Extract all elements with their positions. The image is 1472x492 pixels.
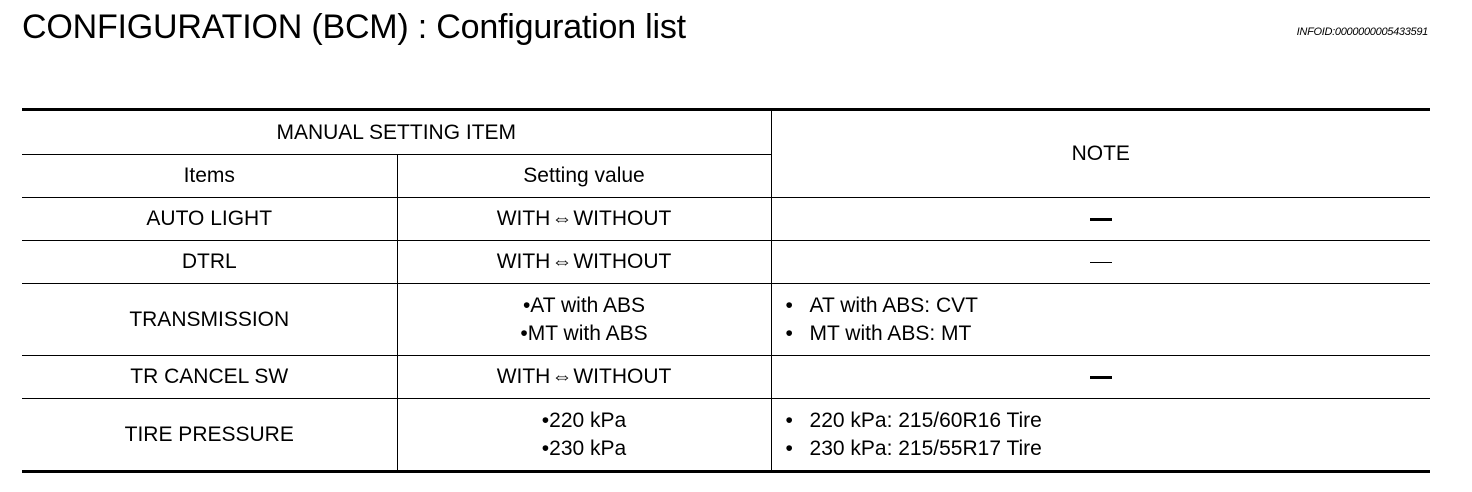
setting-value-cell [397, 284, 771, 356]
dash-icon [1090, 218, 1112, 221]
bidirectional-arrow-icon: ⇔ [551, 250, 573, 273]
note-text: 220 kPa: 215/60R16 Tire [809, 408, 1042, 432]
setting-value-option: •230 kPa [541, 436, 627, 460]
setting-value-left: WITH [496, 207, 551, 230]
item-cell: TRANSMISSION [22, 284, 397, 356]
bidirectional-arrow-icon: ⇔ [551, 207, 573, 230]
item-cell: DTRL [22, 241, 397, 284]
item-cell: TIRE PRESSURE [22, 399, 397, 472]
dash-icon [1090, 376, 1112, 379]
table-row [22, 284, 1430, 356]
note-line [786, 320, 1431, 348]
note-line [786, 407, 1431, 435]
bullet-icon: • [785, 408, 793, 432]
setting-value-cell [397, 198, 771, 241]
bidirectional-arrow-icon: ⇔ [551, 365, 573, 388]
bullet-icon: • [785, 321, 793, 345]
table-row [22, 241, 1430, 284]
header-note: NOTE [771, 110, 1430, 198]
setting-value-cell [397, 399, 771, 472]
note-cell [771, 356, 1430, 399]
table-row [22, 356, 1430, 399]
note-text: AT with ABS: CVT [809, 293, 978, 317]
configuration-table [22, 108, 1430, 473]
note-text: MT with ABS: MT [809, 321, 972, 345]
setting-value-cell [397, 241, 771, 284]
note-cell [771, 284, 1430, 356]
item-cell: TR CANCEL SW [22, 356, 397, 399]
setting-value-right: WITHOUT [573, 207, 672, 230]
header-row-group [22, 110, 1430, 155]
setting-value-right: WITHOUT [573, 250, 672, 273]
table-row [22, 399, 1430, 472]
setting-value-left: WITH [496, 365, 551, 388]
item-cell: AUTO LIGHT [22, 198, 397, 241]
setting-value-option: •AT with ABS [522, 293, 646, 317]
note-text: 230 kPa: 215/55R17 Tire [809, 436, 1042, 460]
setting-value-left: WITH [496, 250, 551, 273]
page-title: CONFIGURATION (BCM) : Configuration list [22, 8, 686, 46]
header-items: Items [22, 155, 397, 198]
note-cell [771, 399, 1430, 472]
note-line [786, 292, 1431, 320]
dash-icon [1090, 262, 1112, 264]
table-row [22, 198, 1430, 241]
bullet-icon: • [785, 436, 793, 460]
note-line [786, 435, 1431, 463]
header-manual-setting-item: MANUAL SETTING ITEM [22, 110, 771, 155]
note-cell [771, 198, 1430, 241]
header-setting-value: Setting value [397, 155, 771, 198]
info-id: INFOID:0000000005433591 [1296, 26, 1428, 38]
setting-value-cell [397, 356, 771, 399]
setting-value-right: WITHOUT [573, 365, 672, 388]
setting-value-option: •MT with ABS [520, 321, 648, 345]
setting-value-option: •220 kPa [541, 408, 627, 432]
note-cell [771, 241, 1430, 284]
bullet-icon: • [785, 293, 793, 317]
